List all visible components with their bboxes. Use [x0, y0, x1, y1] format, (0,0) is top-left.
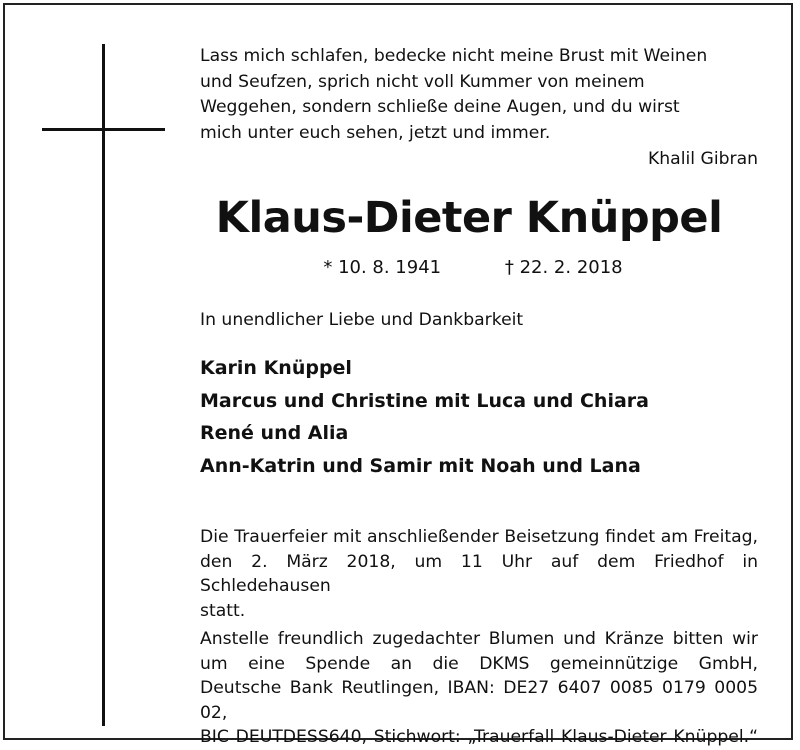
donation-line: Deutsche Bank Reutlingen, IBAN: DE27 6407 0085 0179 0005 02, — [200, 678, 758, 723]
poem-line: und Seufzen, sprich nicht voll Kummer von meinem — [200, 71, 645, 92]
life-dates — [188, 256, 758, 280]
poem-author: Khalil Gibran — [648, 149, 758, 169]
poem-line: Weggehen, sondern schließe deine Augen, und du wirst — [200, 97, 680, 117]
ceremony-line: den 2. März 2018, um 11 Uhr auf dem Friedhof in Schledehausen — [200, 551, 758, 596]
poem-line: mich unter euch sehen, jetzt und immer. — [200, 122, 551, 143]
obituary-content — [200, 44, 758, 750]
donation-line: Anstelle freundlich zugedachter Blumen und Kränze bitten wir — [200, 629, 758, 649]
ceremony-line: Die Trauerfeier mit anschließender Beisetzung findet am Freitag, — [200, 527, 758, 547]
ceremony-line: statt. — [200, 600, 246, 621]
death-date: † 22. 2. 2018 — [504, 257, 623, 278]
cross-icon-vertical — [102, 44, 105, 726]
poem-line: Lass mich schlafen, bedecke nicht meine Brust mit Weinen — [200, 46, 708, 66]
cross-icon-horizontal — [42, 128, 165, 131]
donation-line: um eine Spende an die DKMS gemeinnützige GmbH, — [200, 653, 758, 674]
deceased-name: Klaus-Dieter Knüppel — [215, 193, 723, 243]
mourner-item: René und Alia — [200, 422, 349, 444]
birth-date: * 10. 8. 1941 — [323, 257, 442, 278]
poem-quote — [200, 44, 758, 146]
ceremony-info — [200, 525, 758, 623]
dedication-text: In unendlicher Liebe und Dankbarkeit — [200, 310, 524, 330]
donation-line: BIC DEUTDESS640, Stichwort: „Trauerfall Klaus-Dieter Knüppel.“ — [200, 727, 758, 747]
mourner-item: Ann-Katrin und Samir mit Noah und Lana — [200, 454, 641, 477]
donation-info — [200, 627, 758, 750]
mourners-list — [200, 352, 758, 482]
mourner-item: Marcus und Christine mit Luca und Chiara — [200, 389, 649, 412]
mourner-item: Karin Knüppel — [200, 357, 352, 379]
